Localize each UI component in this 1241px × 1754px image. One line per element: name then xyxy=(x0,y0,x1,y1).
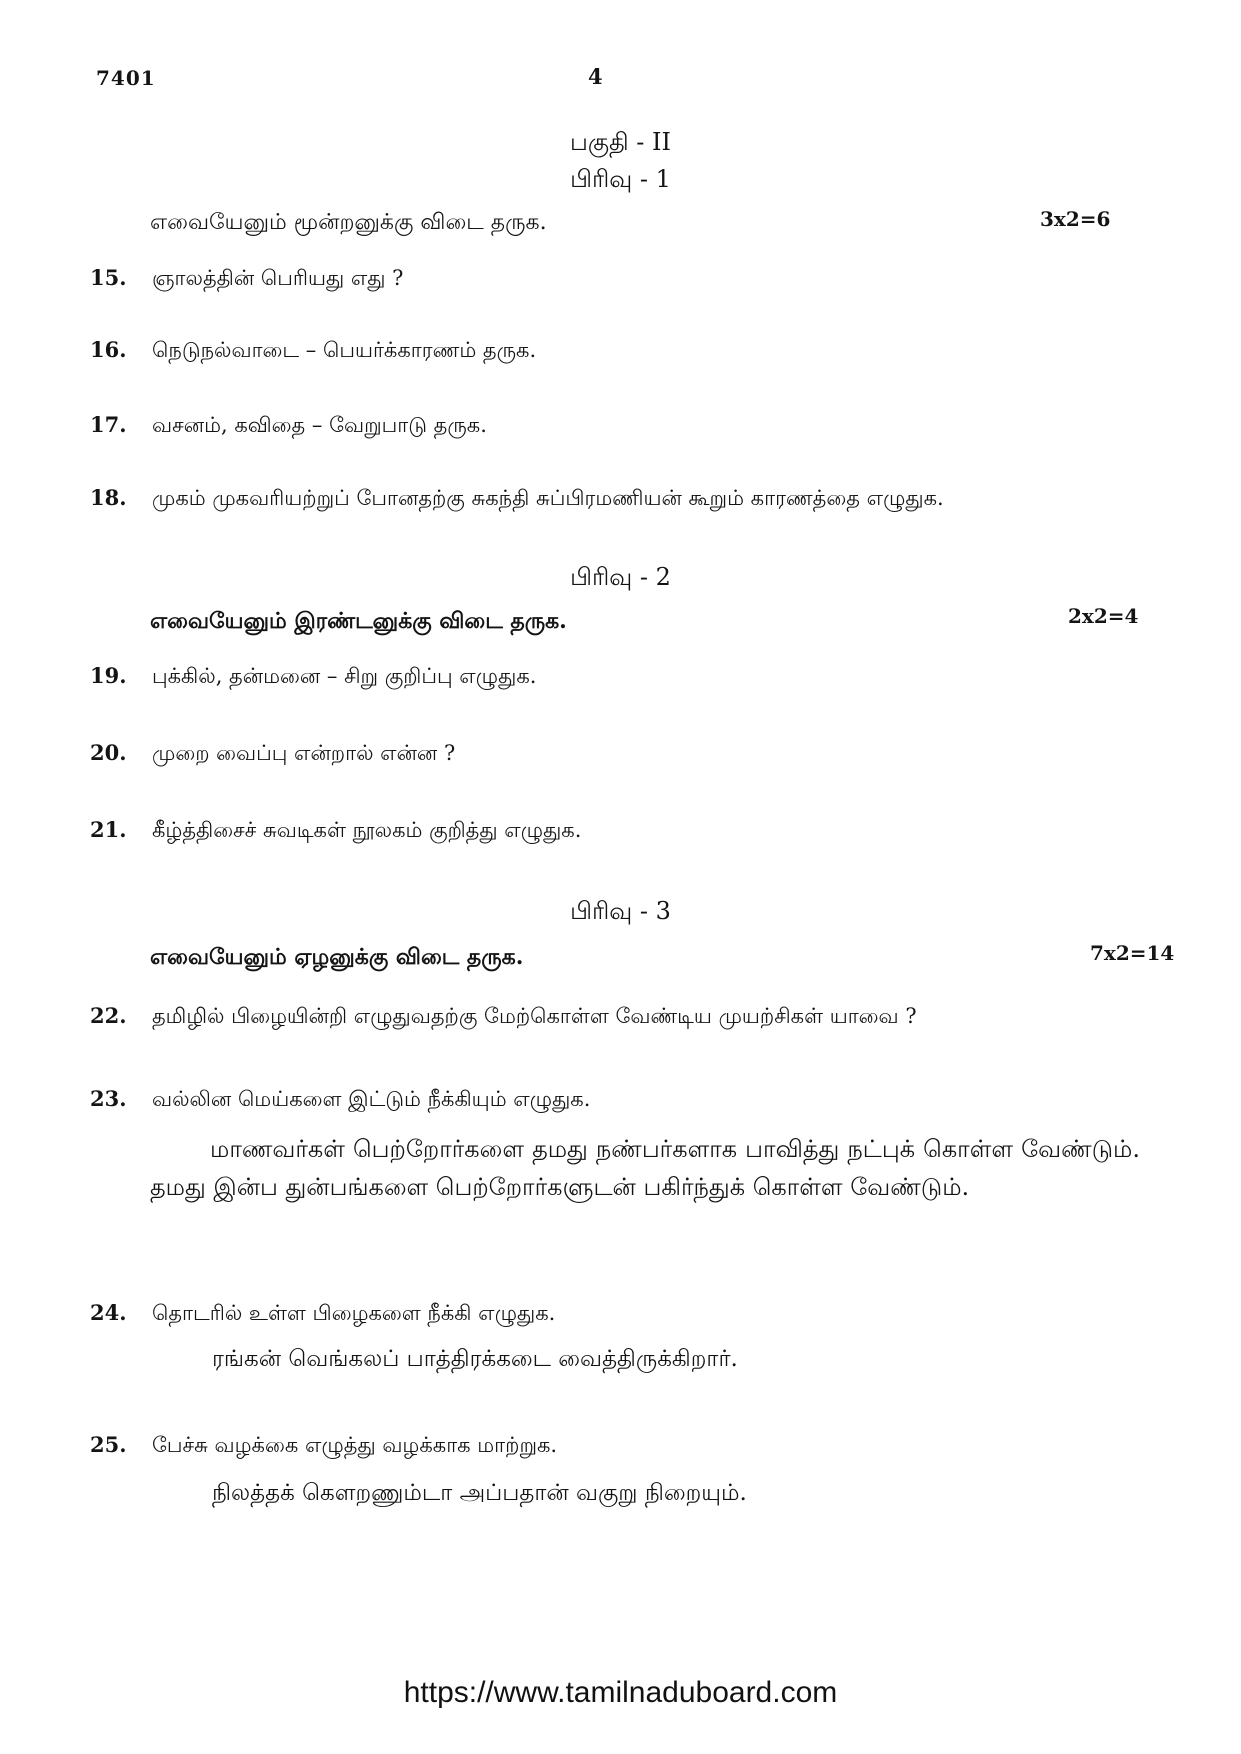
footer-url: https://www.tamilnaduboard.com xyxy=(403,1676,838,1709)
question-text: புக்கில், தன்மனை – சிறு குறிப்பு எழுதுக. xyxy=(152,664,537,688)
part-title: பகுதி - II xyxy=(569,128,672,156)
section-3-marks: 7x2=14 xyxy=(1090,941,1175,965)
question-text: முகம் முகவரியற்றுப் போனதற்கு சுகந்தி சுப்பிரமணியன் கூறும் காரணத்தை எழுதுக. xyxy=(152,486,944,510)
section-2-instruction: எவையேனும் இரண்டனுக்கு விடை தருக. xyxy=(150,608,567,634)
question-text: வல்லின மெய்களை இட்டும் நீக்கியும் எழுதுக. xyxy=(152,1087,591,1111)
question-25-sentence: நிலத்தக் கௌறணும்டா அப்பதான் வகுறு நிறையும். xyxy=(212,1480,747,1506)
section-1-instruction: எவையேனும் மூன்றனுக்கு விடை தருக. xyxy=(150,210,547,235)
question-20 xyxy=(90,740,1190,768)
section-1-marks: 3x2=6 xyxy=(1040,207,1111,231)
question-number: 18. xyxy=(90,485,127,510)
question-text: முறை வைப்பு என்றால் என்ன ? xyxy=(152,741,456,765)
question-text: தமிழில் பிழையின்றி எழுதுவதற்கு மேற்கொள்ள வேண்டிய முயற்சிகள் யாவை ? xyxy=(152,1004,917,1028)
question-23 xyxy=(90,1086,1190,1114)
question-number: 16. xyxy=(90,337,127,362)
question-16 xyxy=(90,337,1190,365)
question-19 xyxy=(90,663,1190,691)
question-number: 19. xyxy=(90,663,127,688)
question-number: 21. xyxy=(90,817,127,842)
question-21 xyxy=(90,817,1190,845)
page-number: 4 xyxy=(588,64,603,89)
question-15 xyxy=(90,265,1190,293)
question-number: 25. xyxy=(90,1432,127,1457)
question-25 xyxy=(90,1432,1190,1460)
section-1-title: பிரிவு - 1 xyxy=(570,165,671,193)
paper-code: 7401 xyxy=(96,66,156,90)
question-number: 20. xyxy=(90,740,127,765)
question-number: 24. xyxy=(90,1300,127,1325)
question-text: தொடரில் உள்ள பிழைகளை நீக்கி எழுதுக. xyxy=(152,1301,556,1325)
question-text: நெடுநல்வாடை – பெயர்க்காரணம் தருக. xyxy=(152,338,537,362)
section-2-marks: 2x2=4 xyxy=(1068,604,1139,628)
section-3-title: பிரிவு - 3 xyxy=(570,897,671,925)
question-text: கீழ்த்திசைச் சுவடிகள் நூலகம் குறித்து எழுதுக. xyxy=(152,818,582,842)
section-3-instruction: எவையேனும் ஏழனுக்கு விடை தருக. xyxy=(150,944,524,970)
question-24 xyxy=(90,1300,1190,1328)
question-23-passage: மாணவர்கள் பெற்றோர்களை தமது நண்பர்களாக பாவித்து நட்புக் கொள்ள வேண்டும். தமது இன்ப துன்பங்களை பெற்றோர்களுடன் பகிர்ந்துக் கொள்ள வேண்டும். xyxy=(150,1135,1141,1201)
question-22 xyxy=(90,1003,1190,1031)
question-text: வசனம், கவிதை – வேறுபாடு தருக. xyxy=(152,413,487,437)
section-2-title: பிரிவு - 2 xyxy=(570,563,671,591)
question-18 xyxy=(90,485,1190,513)
question-number: 17. xyxy=(90,412,127,437)
question-number: 23. xyxy=(90,1086,127,1111)
question-number: 15. xyxy=(90,265,127,290)
question-text: பேச்சு வழக்கை எழுத்து வழக்காக மாற்றுக. xyxy=(152,1433,558,1457)
question-text: ஞாலத்தின் பெரியது எது ? xyxy=(152,266,404,290)
question-24-sentence: ரங்கன் வெங்கலப் பாத்திரக்கடை வைத்திருக்கிறார். xyxy=(212,1346,738,1372)
question-number: 22. xyxy=(90,1003,127,1028)
question-17 xyxy=(90,412,1190,440)
